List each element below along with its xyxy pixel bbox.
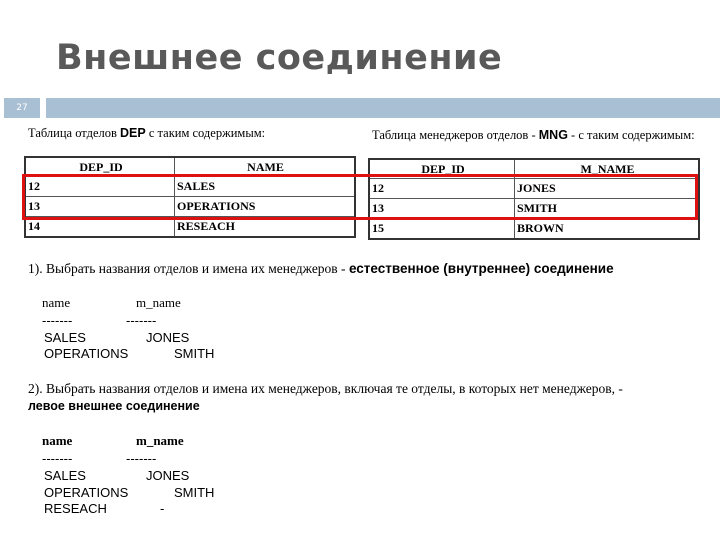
result-2-cell: RESEACH — [44, 501, 107, 516]
result-1-separator: ------- — [42, 313, 73, 328]
result-2-separator: ------- — [42, 451, 73, 466]
mng-cell-id: 15 — [369, 219, 515, 240]
mng-caption-prefix: Таблица менеджеров отделов - — [372, 128, 536, 142]
dep-cell-id: 13 — [25, 197, 175, 217]
mng-header-m-name: M_NAME — [515, 159, 700, 179]
dep-cell-name: SALES — [175, 177, 356, 197]
mng-caption-table-name: MNG — [538, 128, 568, 142]
slide-number: 27 — [4, 98, 40, 118]
result-1-header-m-name: m_name — [136, 295, 181, 310]
result-2-header-m-name: m_name — [136, 433, 184, 448]
mng-caption — [372, 128, 695, 143]
mng-cell-name: SMITH — [515, 199, 700, 219]
result-1-cell: SMITH — [174, 346, 215, 361]
slide-title: Внешнее соединение — [56, 38, 503, 78]
result-2-header-name: name — [42, 433, 73, 448]
query-1-join-type: естественное (внутреннее) соединение — [348, 261, 614, 276]
dep-caption — [28, 126, 265, 141]
result-1-cell: SALES — [44, 330, 86, 345]
query-2-description: 2). Выбрать названия отделов и имена их менеджеров, включая те отделы, в которых нет менеджеров, - — [28, 381, 623, 396]
result-2-cell: SALES — [44, 468, 86, 483]
result-1-cell: JONES — [146, 330, 190, 345]
dep-caption-prefix: Таблица отделов — [28, 126, 117, 140]
query-2-text — [28, 381, 623, 397]
result-2-cell: JONES — [146, 468, 190, 483]
table-row — [369, 219, 699, 240]
result-2-cell: - — [160, 501, 165, 516]
query-2-join-type: левое внешнее соединение — [28, 399, 200, 413]
dep-header-name: NAME — [175, 157, 356, 177]
title-divider-bar — [46, 98, 720, 118]
query-1-text — [28, 261, 614, 277]
result-2-cell: SMITH — [174, 485, 215, 500]
dep-caption-suffix: с таким содержимым: — [148, 126, 266, 140]
result-2-cell: OPERATIONS — [44, 485, 129, 500]
matching-rows-highlight — [22, 174, 698, 220]
dep-caption-table-name: DEP — [120, 126, 146, 140]
mng-cell-name: JONES — [515, 179, 700, 199]
result-1-cell: OPERATIONS — [44, 346, 129, 361]
mng-cell-id: 13 — [369, 199, 515, 219]
query-1-description: 1). Выбрать названия отделов и имена их менеджеров - — [28, 261, 346, 276]
mng-cell-id: 12 — [369, 179, 515, 199]
dep-cell-id: 12 — [25, 177, 175, 197]
dep-cell-name: OPERATIONS — [175, 197, 356, 217]
dep-cell-name: RESEACH — [175, 217, 356, 238]
dep-header-dep-id: DEP_ID — [25, 157, 175, 177]
mng-header-dep-id: DEP_ID — [369, 159, 515, 179]
mng-cell-name: BROWN — [515, 219, 700, 240]
result-1-header-name: name — [42, 295, 71, 310]
result-2-separator: ------- — [126, 451, 157, 466]
dep-cell-id: 14 — [25, 217, 175, 238]
query-2-join-type-line — [28, 399, 200, 414]
mng-caption-suffix: - с таким содержимым: — [571, 128, 695, 142]
result-1-separator: ------- — [126, 313, 157, 328]
